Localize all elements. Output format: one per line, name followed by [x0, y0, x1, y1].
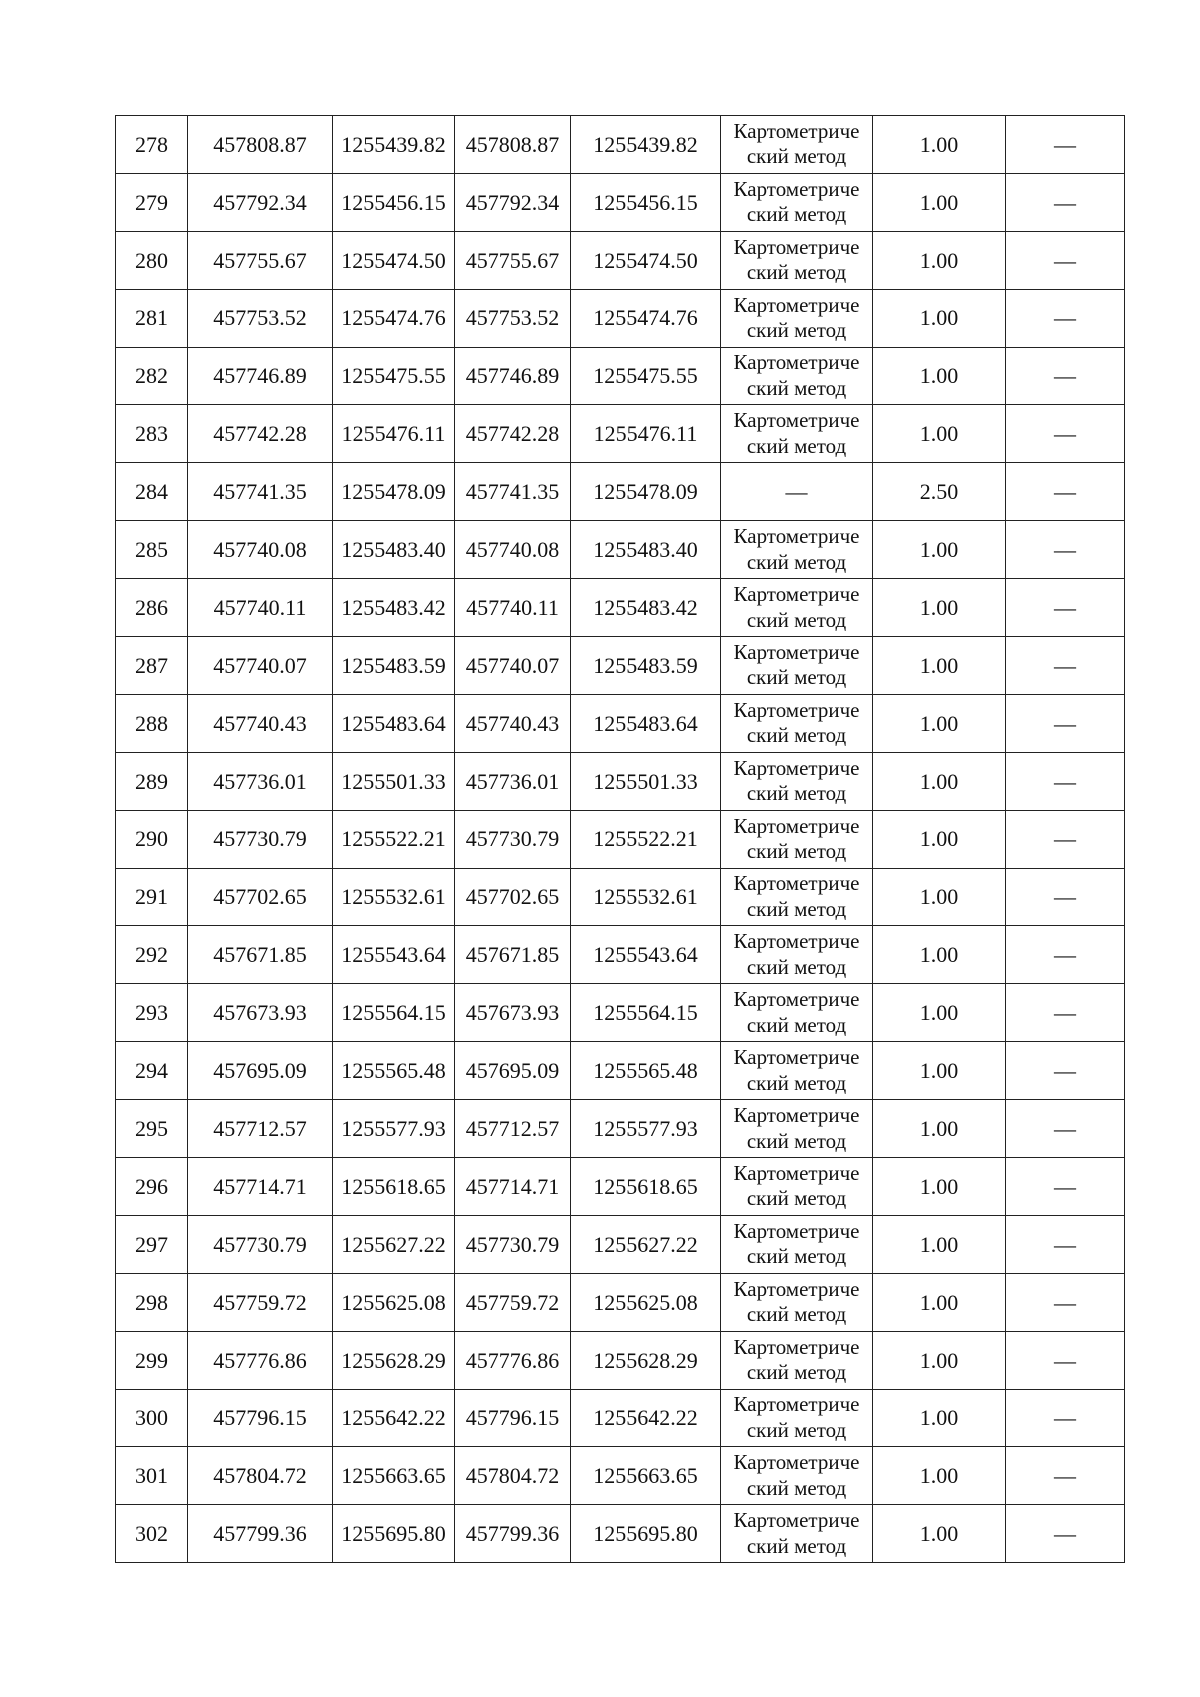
method-cell	[721, 1042, 873, 1100]
method-cell	[721, 579, 873, 637]
method-cell	[721, 926, 873, 984]
x-existing-cell: 457673.93	[188, 984, 333, 1042]
method-text-line-1: Картометриче	[733, 1334, 860, 1359]
y-refined-cell: 1255564.15	[571, 984, 721, 1042]
accuracy-cell: 1.00	[873, 521, 1006, 579]
table-row	[116, 231, 1125, 289]
point-number-cell: 287	[116, 637, 188, 695]
description-cell: —	[1006, 984, 1125, 1042]
y-refined-cell: 1255475.55	[571, 347, 721, 405]
method-text-line-2: ский метод	[746, 202, 847, 227]
y-existing-cell: 1255474.76	[333, 289, 455, 347]
x-refined-cell: 457736.01	[455, 752, 571, 810]
method-cell	[721, 1331, 873, 1389]
point-number-cell: 295	[116, 1100, 188, 1158]
method-text-line-1: Картометриче	[733, 813, 860, 838]
table-row	[116, 1447, 1125, 1505]
method-cell	[721, 868, 873, 926]
method-cell: —	[721, 463, 873, 521]
table-row	[116, 1505, 1125, 1563]
y-refined-cell: 1255522.21	[571, 810, 721, 868]
x-refined-cell: 457673.93	[455, 984, 571, 1042]
x-existing-cell: 457736.01	[188, 752, 333, 810]
y-refined-cell: 1255565.48	[571, 1042, 721, 1100]
method-cell	[721, 521, 873, 579]
y-refined-cell: 1255474.76	[571, 289, 721, 347]
x-refined-cell: 457712.57	[455, 1100, 571, 1158]
method-text-line-1: Картометриче	[733, 697, 860, 722]
method-text-line-2: ский метод	[746, 376, 847, 400]
y-refined-cell: 1255627.22	[571, 1215, 721, 1273]
method-text-line-1: Картометриче	[733, 1276, 860, 1301]
method-cell	[721, 116, 873, 174]
table-row	[116, 173, 1125, 231]
method-text-line-2: ский метод	[746, 144, 847, 169]
y-existing-cell: 1255565.48	[333, 1042, 455, 1100]
y-existing-cell: 1255695.80	[333, 1505, 455, 1563]
description-cell: —	[1006, 116, 1125, 174]
x-refined-cell: 457740.07	[455, 637, 571, 695]
method-cell	[721, 1505, 873, 1563]
y-existing-cell: 1255522.21	[333, 810, 455, 868]
description-cell: —	[1006, 347, 1125, 405]
description-cell: —	[1006, 579, 1125, 637]
table-row	[116, 637, 1125, 695]
table-row	[116, 752, 1125, 810]
method-text-line-2: ский метод	[746, 954, 847, 979]
x-refined-cell: 457730.79	[455, 810, 571, 868]
method-text-line-2: ский метод	[746, 781, 847, 806]
accuracy-cell: 1.00	[873, 173, 1006, 231]
method-text-line-1: Картометриче	[733, 1160, 860, 1185]
description-cell: —	[1006, 926, 1125, 984]
x-existing-cell: 457808.87	[188, 116, 333, 174]
y-refined-cell: 1255543.64	[571, 926, 721, 984]
method-cell	[721, 810, 873, 868]
description-cell: —	[1006, 405, 1125, 463]
method-text-line-2: ский метод	[746, 1360, 847, 1385]
point-number-cell: 278	[116, 116, 188, 174]
description-cell: —	[1006, 231, 1125, 289]
description-cell: —	[1006, 694, 1125, 752]
table-row	[116, 810, 1125, 868]
method-text-line-1: Картометриче	[733, 1508, 860, 1533]
method-text-line-1: Картометриче	[733, 987, 860, 1012]
point-number-cell: 300	[116, 1389, 188, 1447]
point-number-cell: 283	[116, 405, 188, 463]
point-number-cell: 282	[116, 347, 188, 405]
accuracy-cell: 1.00	[873, 1100, 1006, 1158]
table-row	[116, 521, 1125, 579]
x-refined-cell: 457796.15	[455, 1389, 571, 1447]
x-existing-cell: 457799.36	[188, 1505, 333, 1563]
x-existing-cell: 457804.72	[188, 1447, 333, 1505]
x-refined-cell: 457792.34	[455, 173, 571, 231]
x-existing-cell: 457741.35	[188, 463, 333, 521]
table-row	[116, 463, 1125, 521]
description-cell: —	[1006, 463, 1125, 521]
x-refined-cell: 457740.11	[455, 579, 571, 637]
x-refined-cell: 457742.28	[455, 405, 571, 463]
description-cell: —	[1006, 1447, 1125, 1505]
x-refined-cell: 457804.72	[455, 1447, 571, 1505]
x-refined-cell: 457695.09	[455, 1042, 571, 1100]
description-cell: —	[1006, 173, 1125, 231]
x-refined-cell: 457714.71	[455, 1158, 571, 1216]
method-text-line-1: Картометриче	[733, 1450, 860, 1475]
point-number-cell: 293	[116, 984, 188, 1042]
method-text-line-2: ский метод	[746, 1302, 847, 1327]
table-row	[116, 1158, 1125, 1216]
table-row	[116, 694, 1125, 752]
y-existing-cell: 1255483.40	[333, 521, 455, 579]
y-existing-cell: 1255475.55	[333, 347, 455, 405]
accuracy-cell: 1.00	[873, 926, 1006, 984]
description-cell: —	[1006, 1158, 1125, 1216]
method-text-line-2: ский метод	[746, 318, 847, 343]
y-existing-cell: 1255663.65	[333, 1447, 455, 1505]
method-text-line-2: ский метод	[746, 1244, 847, 1269]
method-cell	[721, 752, 873, 810]
method-text-line-2: ский метод	[746, 839, 847, 864]
method-cell	[721, 1158, 873, 1216]
method-cell	[721, 405, 873, 463]
point-number-cell: 290	[116, 810, 188, 868]
y-refined-cell: 1255695.80	[571, 1505, 721, 1563]
x-refined-cell: 457755.67	[455, 231, 571, 289]
method-cell	[721, 289, 873, 347]
method-cell	[721, 694, 873, 752]
method-text-line-1: Картометриче	[733, 408, 860, 433]
method-text-line-2: ский метод	[746, 1012, 847, 1037]
method-text-line-2: ский метод	[746, 1475, 847, 1500]
method-text-line-1: Картометриче	[733, 1102, 860, 1127]
y-existing-cell: 1255627.22	[333, 1215, 455, 1273]
table-row	[116, 984, 1125, 1042]
accuracy-cell: 1.00	[873, 1273, 1006, 1331]
method-text-line-2: ский метод	[746, 433, 847, 458]
point-number-cell: 302	[116, 1505, 188, 1563]
x-refined-cell: 457741.35	[455, 463, 571, 521]
method-text-line-1: Картометриче	[733, 1218, 860, 1243]
accuracy-cell: 2.50	[873, 463, 1006, 521]
y-refined-cell: 1255483.42	[571, 579, 721, 637]
x-existing-cell: 457746.89	[188, 347, 333, 405]
x-existing-cell: 457759.72	[188, 1273, 333, 1331]
method-cell	[721, 1389, 873, 1447]
y-existing-cell: 1255628.29	[333, 1331, 455, 1389]
x-existing-cell: 457714.71	[188, 1158, 333, 1216]
point-number-cell: 280	[116, 231, 188, 289]
description-cell: —	[1006, 1273, 1125, 1331]
method-cell	[721, 1273, 873, 1331]
point-number-cell: 301	[116, 1447, 188, 1505]
table-row	[116, 579, 1125, 637]
accuracy-cell: 1.00	[873, 1389, 1006, 1447]
method-cell	[721, 1447, 873, 1505]
method-text-line-2: ский метод	[746, 1418, 847, 1443]
x-refined-cell: 457740.08	[455, 521, 571, 579]
y-refined-cell: 1255474.50	[571, 231, 721, 289]
method-cell	[721, 231, 873, 289]
x-existing-cell: 457776.86	[188, 1331, 333, 1389]
x-refined-cell: 457730.79	[455, 1215, 571, 1273]
table-body	[116, 116, 1125, 1563]
table-row	[116, 405, 1125, 463]
y-existing-cell: 1255483.64	[333, 694, 455, 752]
x-refined-cell: 457799.36	[455, 1505, 571, 1563]
y-existing-cell: 1255478.09	[333, 463, 455, 521]
y-refined-cell: 1255577.93	[571, 1100, 721, 1158]
method-text-line-1: Картометриче	[733, 929, 860, 954]
method-text-line-2: ский метод	[746, 607, 847, 632]
method-cell	[721, 984, 873, 1042]
method-text-line-1: Картометриче	[733, 292, 860, 317]
accuracy-cell: 1.00	[873, 868, 1006, 926]
x-existing-cell: 457796.15	[188, 1389, 333, 1447]
method-text-line-2: ский метод	[746, 897, 847, 922]
y-existing-cell: 1255577.93	[333, 1100, 455, 1158]
accuracy-cell: 1.00	[873, 579, 1006, 637]
table-row	[116, 1389, 1125, 1447]
accuracy-cell: 1.00	[873, 116, 1006, 174]
point-number-cell: 294	[116, 1042, 188, 1100]
accuracy-cell: 1.00	[873, 1042, 1006, 1100]
method-text-line-1: Картометриче	[733, 350, 860, 375]
point-number-cell: 288	[116, 694, 188, 752]
x-existing-cell: 457740.11	[188, 579, 333, 637]
description-cell: —	[1006, 1100, 1125, 1158]
coordinates-table	[115, 115, 1125, 1563]
y-existing-cell: 1255543.64	[333, 926, 455, 984]
y-refined-cell: 1255532.61	[571, 868, 721, 926]
method-text-line-1: Картометриче	[733, 234, 860, 259]
accuracy-cell: 1.00	[873, 810, 1006, 868]
y-existing-cell: 1255456.15	[333, 173, 455, 231]
x-existing-cell: 457702.65	[188, 868, 333, 926]
y-refined-cell: 1255456.15	[571, 173, 721, 231]
y-existing-cell: 1255625.08	[333, 1273, 455, 1331]
point-number-cell: 285	[116, 521, 188, 579]
accuracy-cell: 1.00	[873, 1215, 1006, 1273]
description-cell: —	[1006, 1389, 1125, 1447]
x-refined-cell: 457776.86	[455, 1331, 571, 1389]
table-row	[116, 289, 1125, 347]
accuracy-cell: 1.00	[873, 1158, 1006, 1216]
y-refined-cell: 1255483.59	[571, 637, 721, 695]
x-existing-cell: 457753.52	[188, 289, 333, 347]
y-refined-cell: 1255642.22	[571, 1389, 721, 1447]
description-cell: —	[1006, 637, 1125, 695]
method-text-line-1: Картометриче	[733, 118, 860, 143]
method-text-line-2: ский метод	[746, 1533, 847, 1558]
description-cell: —	[1006, 521, 1125, 579]
point-number-cell: 281	[116, 289, 188, 347]
method-text-line-2: ский метод	[746, 1186, 847, 1211]
x-refined-cell: 457746.89	[455, 347, 571, 405]
description-cell: —	[1006, 1331, 1125, 1389]
method-cell	[721, 1100, 873, 1158]
description-cell: —	[1006, 868, 1125, 926]
table-row	[116, 1100, 1125, 1158]
accuracy-cell: 1.00	[873, 637, 1006, 695]
point-number-cell: 298	[116, 1273, 188, 1331]
x-refined-cell: 457808.87	[455, 116, 571, 174]
method-text-line-2: ский метод	[746, 260, 847, 285]
y-existing-cell: 1255474.50	[333, 231, 455, 289]
y-refined-cell: 1255663.65	[571, 1447, 721, 1505]
x-existing-cell: 457740.43	[188, 694, 333, 752]
x-refined-cell: 457702.65	[455, 868, 571, 926]
x-refined-cell: 457759.72	[455, 1273, 571, 1331]
y-refined-cell: 1255483.40	[571, 521, 721, 579]
description-cell: —	[1006, 1505, 1125, 1563]
method-text-line-2: ский метод	[746, 665, 847, 690]
method-text-line-1: Картометриче	[733, 755, 860, 780]
y-existing-cell: 1255532.61	[333, 868, 455, 926]
method-text-line-2: ский метод	[746, 1070, 847, 1095]
accuracy-cell: 1.00	[873, 1331, 1006, 1389]
table-row	[116, 1042, 1125, 1100]
point-number-cell: 296	[116, 1158, 188, 1216]
table-row	[116, 116, 1125, 174]
method-cell	[721, 637, 873, 695]
y-existing-cell: 1255501.33	[333, 752, 455, 810]
description-cell: —	[1006, 1215, 1125, 1273]
table-row	[116, 1215, 1125, 1273]
y-refined-cell: 1255483.64	[571, 694, 721, 752]
x-refined-cell: 457740.43	[455, 694, 571, 752]
description-cell: —	[1006, 752, 1125, 810]
accuracy-cell: 1.00	[873, 231, 1006, 289]
y-refined-cell: 1255439.82	[571, 116, 721, 174]
accuracy-cell: 1.00	[873, 984, 1006, 1042]
accuracy-cell: 1.00	[873, 1447, 1006, 1505]
point-number-cell: 289	[116, 752, 188, 810]
point-number-cell: 279	[116, 173, 188, 231]
x-refined-cell: 457753.52	[455, 289, 571, 347]
x-existing-cell: 457712.57	[188, 1100, 333, 1158]
y-refined-cell: 1255618.65	[571, 1158, 721, 1216]
x-existing-cell: 457740.07	[188, 637, 333, 695]
x-existing-cell: 457730.79	[188, 1215, 333, 1273]
method-cell	[721, 1215, 873, 1273]
y-existing-cell: 1255564.15	[333, 984, 455, 1042]
table-row	[116, 1331, 1125, 1389]
description-cell: —	[1006, 289, 1125, 347]
method-text-line-1: Картометриче	[733, 581, 860, 606]
y-existing-cell: 1255483.42	[333, 579, 455, 637]
method-text-line-2: ский метод	[746, 549, 847, 574]
point-number-cell: 292	[116, 926, 188, 984]
y-refined-cell: 1255628.29	[571, 1331, 721, 1389]
method-text-line-1: Картометриче	[733, 871, 860, 896]
x-existing-cell: 457740.08	[188, 521, 333, 579]
point-number-cell: 286	[116, 579, 188, 637]
y-existing-cell: 1255618.65	[333, 1158, 455, 1216]
point-number-cell: 291	[116, 868, 188, 926]
method-text-line-1: Картометриче	[733, 1045, 860, 1070]
point-number-cell: 297	[116, 1215, 188, 1273]
method-cell	[721, 173, 873, 231]
accuracy-cell: 1.00	[873, 752, 1006, 810]
method-text-line-2: ский метод	[746, 723, 847, 748]
y-existing-cell: 1255476.11	[333, 405, 455, 463]
y-refined-cell: 1255478.09	[571, 463, 721, 521]
point-number-cell: 284	[116, 463, 188, 521]
x-existing-cell: 457742.28	[188, 405, 333, 463]
accuracy-cell: 1.00	[873, 1505, 1006, 1563]
method-text-line-1: Картометриче	[733, 524, 860, 549]
method-text-line-1: Картометриче	[733, 639, 860, 664]
method-cell	[721, 347, 873, 405]
method-text-line-2: ский метод	[746, 1128, 847, 1153]
table-row	[116, 868, 1125, 926]
x-existing-cell: 457671.85	[188, 926, 333, 984]
point-number-cell: 299	[116, 1331, 188, 1389]
x-existing-cell: 457695.09	[188, 1042, 333, 1100]
description-cell: —	[1006, 810, 1125, 868]
accuracy-cell: 1.00	[873, 347, 1006, 405]
x-existing-cell: 457730.79	[188, 810, 333, 868]
method-text-line-1: Картометриче	[733, 176, 860, 201]
y-existing-cell: 1255439.82	[333, 116, 455, 174]
accuracy-cell: 1.00	[873, 405, 1006, 463]
y-refined-cell: 1255625.08	[571, 1273, 721, 1331]
table-row	[116, 1273, 1125, 1331]
y-existing-cell: 1255642.22	[333, 1389, 455, 1447]
x-existing-cell: 457755.67	[188, 231, 333, 289]
y-refined-cell: 1255501.33	[571, 752, 721, 810]
table-row	[116, 347, 1125, 405]
accuracy-cell: 1.00	[873, 289, 1006, 347]
accuracy-cell: 1.00	[873, 694, 1006, 752]
method-text-line-1: Картометриче	[733, 1392, 860, 1417]
table-row	[116, 926, 1125, 984]
x-existing-cell: 457792.34	[188, 173, 333, 231]
description-cell: —	[1006, 1042, 1125, 1100]
y-existing-cell: 1255483.59	[333, 637, 455, 695]
y-refined-cell: 1255476.11	[571, 405, 721, 463]
x-refined-cell: 457671.85	[455, 926, 571, 984]
